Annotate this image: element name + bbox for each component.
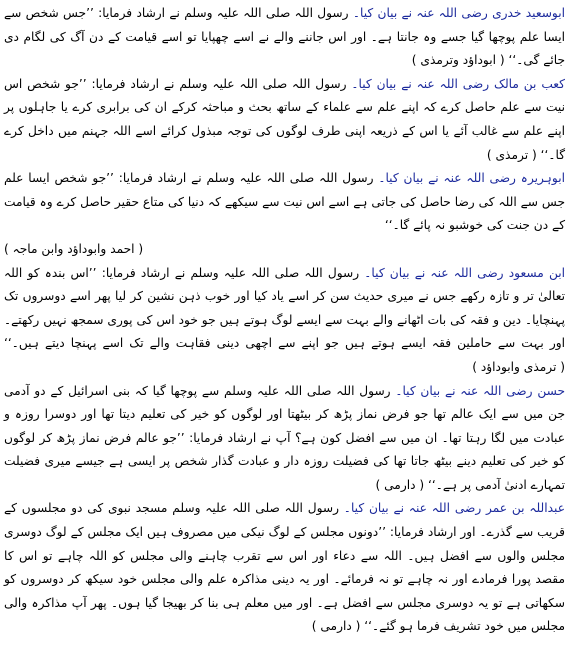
narrator-intro: ابوہریرہ رضی اللہ عنہ نے بیان کیا۔: [378, 171, 565, 186]
hadith-paragraph-4: [4, 262, 565, 380]
hadith-text: رسول اللہ صلی اللہ علیہ وسلم نے ارشاد فرمایا: ’’جو شخص اس نیت سے علم حاصل کرے کہ اپنے علم سے علماء کے ساتھ بحث و مباحثہ کرکے ان کی برابری کرے یا جاہلوں پر اپنے علم سے غالب آئے یا اس کے ذریعہ اپنی طرف لوگوں کی توجہ مبذول کرائے اسے اللہ جہنم میں داخل کرے گا۔‘‘: [4, 76, 565, 162]
hadith-paragraph-2: [4, 73, 565, 167]
hadith-paragraph-3: [4, 167, 565, 238]
hadith-paragraph-1: [4, 2, 565, 73]
hadith-text: رسول اللہ صلی اللہ علیہ وسلم نے ارشاد فرمایا: ’’جو شخص ایسا علم جس سے اللہ کی رضا حاصل کی جاتی ہے اسے اس نیت سے سیکھے کہ دنیا کی متاع حقیر حاصل کرے وہ قیامت کے دن جنت کی خوشبو نہ پائے گا۔‘‘: [4, 171, 565, 233]
hadith-text: رسول اللہ صلی اللہ علیہ وسلم نے ارشاد فرمایا: ’’اس بندہ کو اللہ تعالیٰ تر و تازہ رکھے جس نے میری حدیث سن کر اسے یاد کیا اور خوب ذہن نشین کر لیا پھر اسے دوسروں تک پہنچایا۔ دین و فقہ کی بات اٹھانے والے بہت سے ایسے لوگ ہوتے ہیں جو خود اس کی پوری سمجھ نہیں رکھتے۔ اور بہت سے حاملین فقہ ایسے ہوتے ہیں جو اپنے سے اچھی دینی فقاہت والے تک اسے پہنچا دیتے ہیں۔‘‘: [4, 265, 565, 351]
hadith-text: رسول اللہ صلی اللہ علیہ وسلم نے ارشاد فرمایا: ’’جس شخص سے ایسا علم پوچھا گیا جسے وہ جانتا ہے۔ اور اس جاننے والے نے اسے چھپایا تو اسے قیامت کے دن آگ کی لگام دی جائے گی۔‘‘: [4, 6, 565, 68]
narrator-intro: کعب بن مالک رضی اللہ عنہ نے بیان کیا۔: [351, 76, 565, 91]
hadith-reference: ( ابوداؤد وترمذی ): [411, 53, 505, 68]
hadith-reference: ( ترمذی ): [486, 147, 537, 162]
hadith-text: رسول اللہ صلی اللہ علیہ وسلم مسجد نبوی کی دو مجلسوں کے قریب سے گذرے۔ اور ارشاد فرمایا: ’’دونوں مجلس کے لوگ نیکی میں مصروف ہیں ایک مجلس کے لوگ دوسری مجلس والوں سے افضل ہیں۔ اللہ سے دعاء اور اس سے تقرب چاہنے والی مجلس کو اللہ چاہے تو اس کا مقصد پورا فرمادے اور نہ چاہے تو نہ فرمائے۔ اور یہ دینی مذاکرہ علم والی مجلس خود سیکھ کر دوسروں کو سکھاتی ہے تو یہ دوسری مجلس سے افضل ہے۔ اور میں معلم ہی بنا کر بھیجا گیا ہوں۔ پھر آپ مذاکرہ والی مجلس میں خود تشریف فرما ہو گئے۔‘‘: [4, 501, 565, 634]
hadith-text: رسول اللہ صلی اللہ علیہ وسلم سے پوچھا گیا کہ بنی اسرائیل کے دو آدمی جن میں سے ایک عالم تھا جو فرض نماز پڑھ کر بیٹھتا اور لوگوں کو خیر کی تعلیم دیتا تھا اور دوسرا روزہ و عبادت میں لگا رہتا تھا۔ ان میں سے افضل کون ہے؟ آپ نے ارشاد فرمایا: ’’جو عالم فرض نماز پڑھ کر لوگوں کو خیر کی تعلیم دینے بیٹھ جاتا تھا کی فضیلت روزہ دار و عبادت گذار شخص پر ایسی ہے جیسے میری فضیلت تمہارے ادنیٰ آدمی پر ہے۔‘‘: [4, 383, 565, 492]
hadith-reference-line: [4, 238, 565, 262]
hadith-reference: ( ترمذی وابوداؤد ): [472, 359, 565, 374]
narrator-intro: حسن رضی اللہ عنہ نے بیان کیا۔: [395, 383, 565, 398]
hadith-reference: ( احمد وابوداؤد وابن ماجہ ): [4, 241, 144, 256]
hadith-reference: ( دارمی ): [375, 477, 425, 492]
narrator-intro: عبداللہ بن عمر رضی اللہ عنہ نے بیان کیا۔: [343, 501, 565, 516]
narrator-intro: ابن مسعود رضی اللہ عنہ نے بیان کیا۔: [364, 265, 565, 280]
narrator-intro: ابوسعید خدری رضی اللہ عنہ نے بیان کیا۔: [352, 6, 566, 20]
hadith-reference: ( دارمی ): [311, 619, 361, 634]
hadith-paragraph-5: [4, 380, 565, 498]
hadith-paragraph-6: [4, 497, 565, 639]
